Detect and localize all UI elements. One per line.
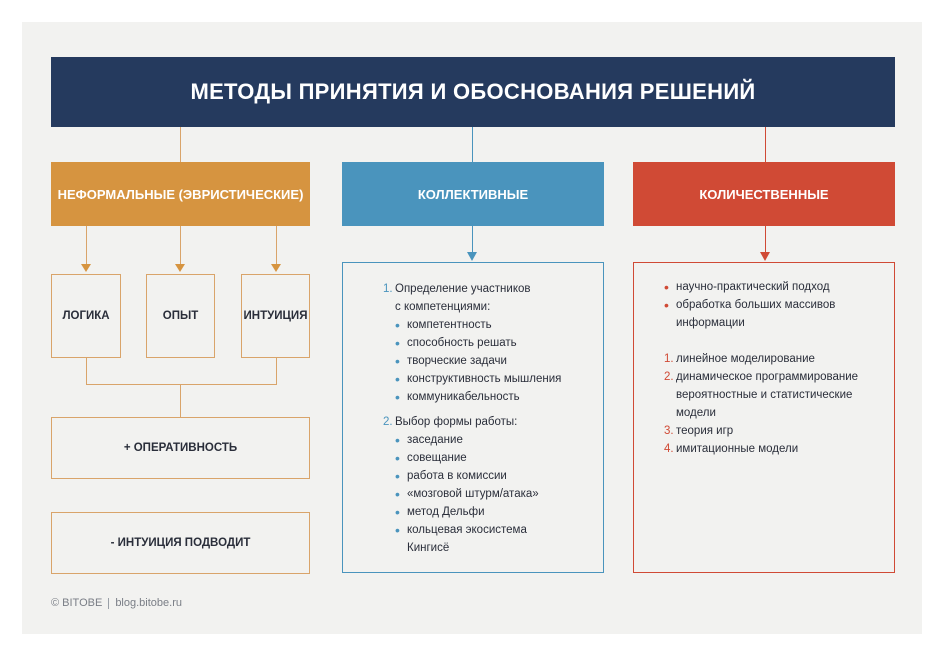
merge-horizontal bbox=[86, 384, 277, 385]
connector-collective-list bbox=[472, 226, 473, 252]
item-number: 3. bbox=[664, 425, 674, 437]
list-item: • конструктивность мышления bbox=[395, 371, 562, 387]
connector-title-quantitative bbox=[765, 127, 766, 162]
item-number: 2. bbox=[664, 371, 674, 383]
bullet-icon: • bbox=[395, 486, 400, 502]
bullet-icon: • bbox=[664, 279, 669, 295]
list-item: 3. теория игр bbox=[664, 422, 889, 440]
list-item: • метод Дельфи bbox=[395, 504, 485, 520]
connector-quantitative-list bbox=[765, 226, 766, 252]
connector-title-informal bbox=[180, 127, 181, 162]
arrow-logic-icon bbox=[81, 264, 91, 272]
box-intuition-label: ИНТУИЦИЯ bbox=[243, 310, 308, 322]
bullet-icon: • bbox=[395, 468, 400, 484]
bullet-icon: • bbox=[395, 371, 400, 387]
box-logic bbox=[51, 274, 121, 358]
list-item: 2. динамическое программирование bbox=[664, 368, 889, 386]
list-item: • коммуникабельность bbox=[395, 389, 520, 405]
list-item: • кольцевая экосистема bbox=[395, 522, 527, 538]
connector-intuition bbox=[276, 226, 277, 264]
section-title-line: Определение участников bbox=[395, 283, 531, 295]
merge-left bbox=[86, 358, 87, 384]
arrow-quantitative-icon bbox=[760, 252, 770, 261]
list-item: • научно-практический подход bbox=[664, 279, 830, 295]
box-experience bbox=[146, 274, 215, 358]
list-item: 1. линейное моделирование bbox=[664, 350, 889, 368]
list-item-continuation: Кингисё bbox=[407, 542, 450, 554]
list-item-continuation: вероятностные и статистические bbox=[676, 389, 853, 401]
section-title-line: Выбор формы работы: bbox=[395, 416, 518, 428]
footer-site-link[interactable]: blog.bitobe.ru bbox=[115, 597, 182, 609]
category-informal: НЕФОРМАЛЬНЫЕ (ЭВРИСТИЧЕСКИЕ) bbox=[51, 162, 310, 226]
bullet-icon: • bbox=[395, 353, 400, 369]
box-minus-intuition bbox=[51, 512, 310, 574]
list-item: • совещание bbox=[395, 450, 467, 466]
box-experience-label: ОПЫТ bbox=[162, 310, 199, 322]
box-intuition bbox=[241, 274, 310, 358]
footer-brand: © BITOBE bbox=[51, 597, 103, 609]
quantitative-list bbox=[664, 278, 889, 458]
category-quantitative: КОЛИЧЕСТВЕННЫЕ bbox=[633, 162, 895, 226]
merge-right bbox=[276, 358, 277, 384]
bullet-icon: • bbox=[395, 335, 400, 351]
bullet-icon: • bbox=[395, 389, 400, 405]
list-item: 4. имитационные модели bbox=[664, 440, 889, 458]
connector-title-collective bbox=[472, 127, 473, 162]
list-item: • компетентность bbox=[395, 317, 492, 333]
arrow-collective-icon bbox=[467, 252, 477, 261]
bullet-icon: • bbox=[395, 317, 400, 333]
footer-separator bbox=[108, 598, 109, 609]
footer bbox=[51, 597, 182, 609]
item-number: 4. bbox=[664, 443, 674, 455]
bullet-icon: • bbox=[395, 432, 400, 448]
list-item: • обработка больших массивов bbox=[664, 297, 836, 313]
list-item: • заседание bbox=[395, 432, 463, 448]
list-item-continuation: модели bbox=[676, 407, 716, 419]
bullet-icon: • bbox=[664, 297, 669, 313]
list-item: • работа в комиссии bbox=[395, 468, 507, 484]
section-title-line: с компетенциями: bbox=[395, 301, 491, 313]
diagram-title: МЕТОДЫ ПРИНЯТИЯ И ОБОСНОВАНИЯ РЕШЕНИЙ bbox=[51, 57, 895, 127]
collective-section-2 bbox=[383, 413, 598, 431]
list-item: • «мозговой штурм/атака» bbox=[395, 486, 539, 502]
section-number: 2. bbox=[383, 416, 393, 428]
bullet-icon: • bbox=[395, 522, 400, 538]
connector-logic bbox=[86, 226, 87, 264]
bullet-icon: • bbox=[395, 450, 400, 466]
collective-list bbox=[383, 280, 598, 557]
connector-experience bbox=[180, 226, 181, 264]
plus-label: + ОПЕРАТИВНОСТЬ bbox=[123, 442, 238, 454]
item-number: 1. bbox=[664, 353, 674, 365]
arrow-intuition-icon bbox=[271, 264, 281, 272]
bullet-icon: • bbox=[395, 504, 400, 520]
box-plus-efficiency bbox=[51, 417, 310, 479]
box-logic-label: ЛОГИКА bbox=[62, 310, 110, 322]
category-collective: КОЛЛЕКТИВНЫЕ bbox=[342, 162, 604, 226]
minus-label: - ИНТУИЦИЯ ПОДВОДИТ bbox=[110, 537, 251, 549]
arrow-experience-icon bbox=[175, 264, 185, 272]
section-number: 1. bbox=[383, 283, 393, 295]
list-item: • способность решать bbox=[395, 335, 517, 351]
collective-section-1 bbox=[383, 280, 598, 316]
merge-down bbox=[180, 384, 181, 417]
list-item-continuation: информации bbox=[676, 317, 745, 329]
list-item: • творческие задачи bbox=[395, 353, 507, 369]
